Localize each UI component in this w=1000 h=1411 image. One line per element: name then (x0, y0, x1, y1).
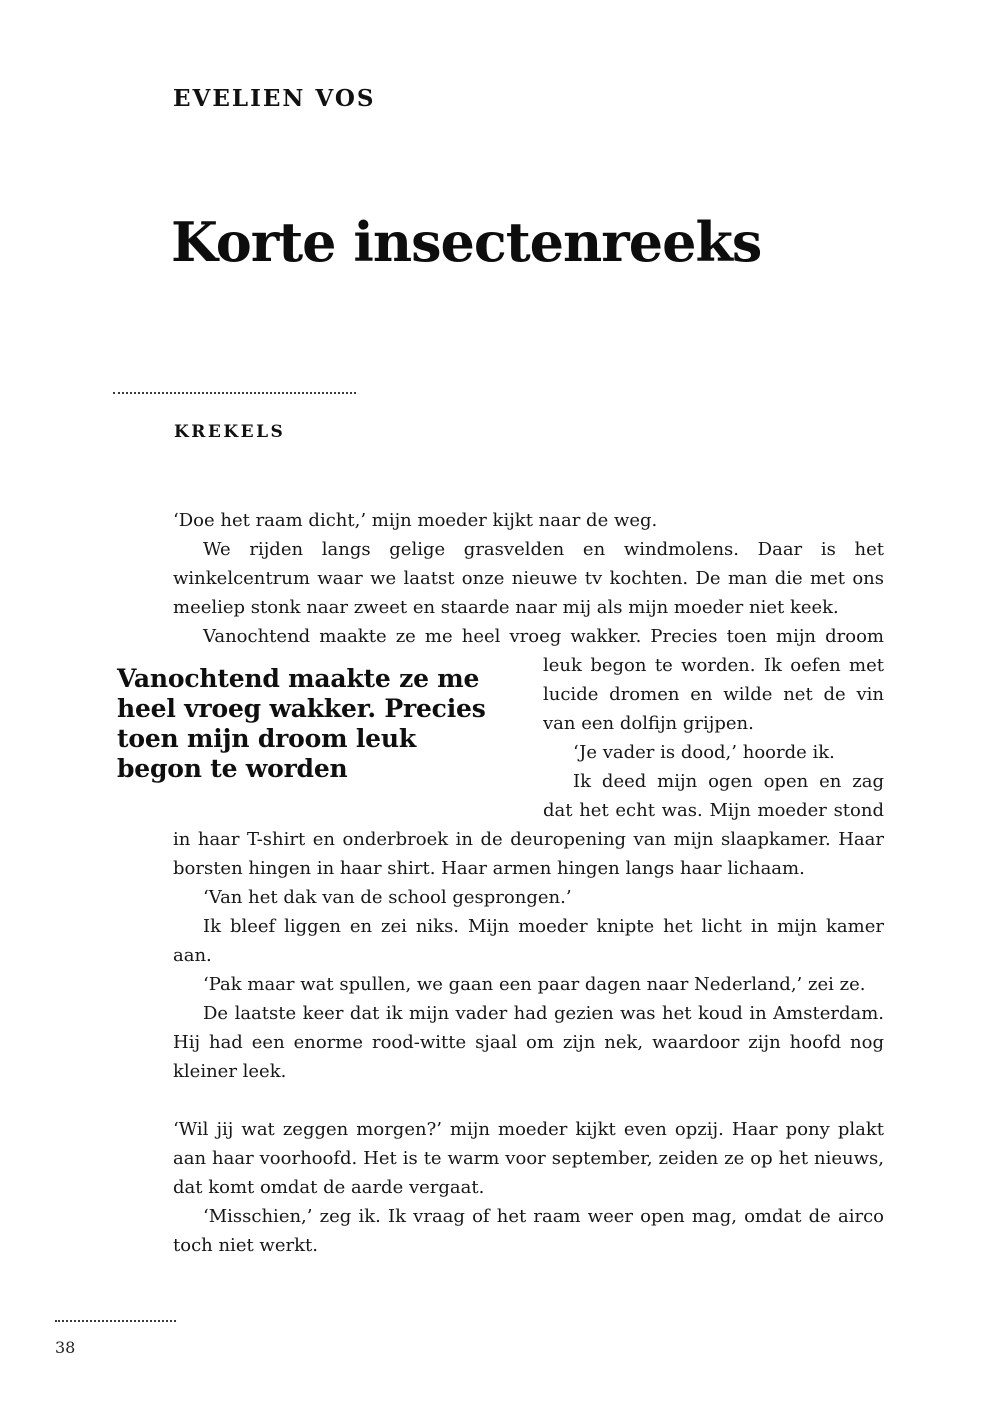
footer-dotted-separator (55, 1320, 176, 1322)
paragraph: Ik deed mijn ogen open en zag dat het echt was. Mijn moeder stond in haar T-shirt en onderbroek in de deuropening van mijn slaapkamer. Haar borsten hingen in haar shirt. Haar armen hingen langs haar lichaam. (173, 771, 884, 879)
paragraph: ‘Pak maar wat spullen, we gaan een paar dagen naar Nederland,’ zei ze. (203, 974, 866, 995)
paragraph: We rijden langs gelige grasvelden en windmolens. Daar is het winkelcentrum waar we laatst onze nieuwe tv kochten. De man die met ons meeliep stonk naar zweet en staarde naar mij als mijn moeder niet keek. (173, 539, 884, 618)
page-number: 38 (55, 1338, 76, 1357)
paragraph: ‘Van het dak van de school gesprongen.’ (203, 887, 572, 908)
paragraph-text-before-pull-quote: Vanochtend maakte ze me heel vroeg wakker. Precies toen mijn droom leuk (203, 626, 884, 676)
pull-quote: Vanochtend maakte ze me heel vroeg wakker. Precies toen mijn droom leuk begon te worden (117, 664, 486, 783)
paragraph-text-after-pull-quote: begon te worden. Ik oefen met lucide dromen en wilde net de vin van een dolfijn grijpen. (543, 655, 885, 734)
paragraph: Ik bleef liggen en zei niks. Mijn moeder knipte het licht in mijn kamer aan. (173, 916, 884, 966)
author-name: EVELIEN VOS (173, 85, 376, 112)
story-body (117, 506, 885, 1260)
story-title: Korte insectenreeks (171, 210, 762, 275)
section-heading: KREKELS (174, 422, 286, 442)
paragraph: ‘Je vader is dood,’ hoorde ik. (573, 742, 835, 763)
paragraph: ‘Doe het raam dicht,’ mijn moeder kijkt naar de weg. (173, 510, 658, 531)
paragraph: De laatste keer dat ik mijn vader had gezien was het koud in Amsterdam. Hij had een enorme rood-witte sjaal om zijn nek, waardoor zijn hoofd nog kleiner leek. (173, 1003, 884, 1082)
paragraph: ‘Misschien,’ zeg ik. Ik vraag of het raam weer open mag, omdat de airco toch niet werkt. (173, 1206, 884, 1256)
top-dotted-separator (113, 392, 356, 394)
paragraph: ‘Wil jij wat zeggen morgen?’ mijn moeder kijkt even opzij. Haar pony plakt aan haar voorhoofd. Het is te warm voor september, zeiden ze op het nieuws, dat komt omdat de aarde vergaat. (173, 1119, 884, 1198)
